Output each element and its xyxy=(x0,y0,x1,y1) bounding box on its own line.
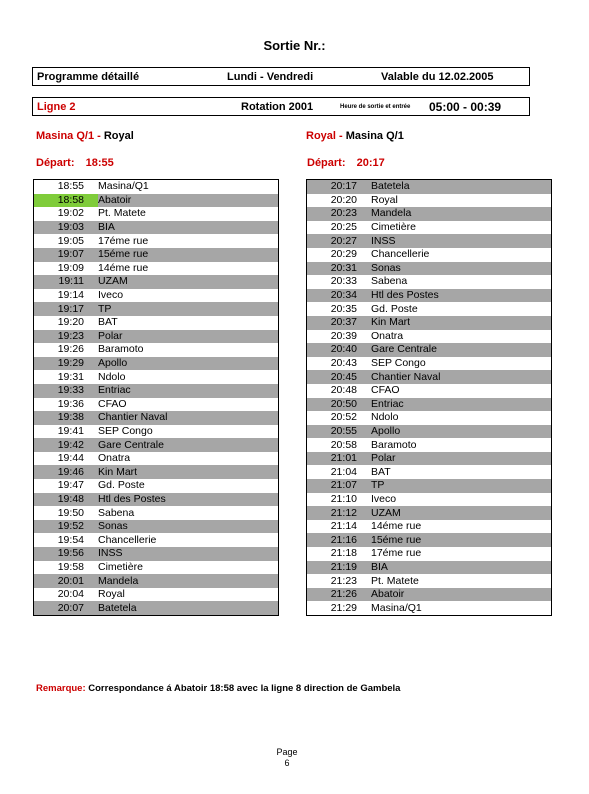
stop-time: 20:52 xyxy=(307,411,372,425)
stop-name: BIA xyxy=(98,221,279,235)
table-row xyxy=(307,493,552,507)
page-number: 6 xyxy=(284,758,290,768)
stop-name: Baramoto xyxy=(98,343,279,357)
stop-name: SEP Congo xyxy=(98,425,279,439)
stop-name: Sonas xyxy=(98,520,279,534)
table-row xyxy=(307,506,552,520)
stop-time: 20:23 xyxy=(307,207,372,221)
stop-name: 14éme rue xyxy=(98,262,279,276)
right-depart-time: 20:17 xyxy=(356,157,385,169)
valid-label: Valable du 12.02.2005 xyxy=(381,71,494,83)
table-row xyxy=(307,398,552,412)
stop-time: 20:43 xyxy=(307,357,372,371)
stop-name: Apollo xyxy=(98,357,279,371)
stop-name: Kin Mart xyxy=(371,316,552,330)
right-depart xyxy=(307,157,385,169)
stop-name: Chancellerie xyxy=(98,533,279,547)
stop-name: Mandela xyxy=(98,574,279,588)
table-row xyxy=(34,262,279,276)
timetable-return xyxy=(306,179,552,616)
stop-time: 21:23 xyxy=(307,574,372,588)
stop-time: 19:42 xyxy=(34,438,99,452)
table-row xyxy=(34,180,279,194)
stop-name: Iveco xyxy=(98,289,279,303)
table-row xyxy=(307,465,552,479)
stop-name: Onatra xyxy=(371,330,552,344)
stop-time: 19:29 xyxy=(34,357,99,371)
stop-name: Onatra xyxy=(98,452,279,466)
stop-time: 19:56 xyxy=(34,547,99,561)
stop-name: Batetela xyxy=(98,601,279,615)
stop-time: 19:26 xyxy=(34,343,99,357)
page-label: Page xyxy=(276,747,298,757)
stop-time: 20:40 xyxy=(307,343,372,357)
stop-time: 19:03 xyxy=(34,221,99,235)
left-depart-label: Départ: xyxy=(36,157,75,169)
table-row xyxy=(34,425,279,439)
stop-time: 19:41 xyxy=(34,425,99,439)
stop-name: INSS xyxy=(371,234,552,248)
stop-name: 15éme rue xyxy=(98,248,279,262)
table-row xyxy=(34,316,279,330)
stop-time: 19:47 xyxy=(34,479,99,493)
table-row xyxy=(307,316,552,330)
stop-name: Pt. Matete xyxy=(98,207,279,221)
table-row xyxy=(307,547,552,561)
stop-name: Abatoir xyxy=(371,588,552,602)
stop-time: 20:39 xyxy=(307,330,372,344)
stop-name: Chantier Naval xyxy=(371,370,552,384)
stop-name: 17éme rue xyxy=(371,547,552,561)
stop-time: 20:35 xyxy=(307,302,372,316)
rotation-label: Rotation 2001 xyxy=(241,101,314,113)
table-row xyxy=(307,370,552,384)
stop-name: Entriac xyxy=(371,398,552,412)
table-row xyxy=(34,452,279,466)
stop-time: 21:04 xyxy=(307,465,372,479)
stop-time: 19:54 xyxy=(34,533,99,547)
table-row xyxy=(307,180,552,194)
table-row xyxy=(307,520,552,534)
stop-name: Royal xyxy=(371,194,552,208)
table-row xyxy=(34,479,279,493)
stop-name: Mandela xyxy=(371,207,552,221)
stop-time: 18:55 xyxy=(34,180,99,194)
stop-time: 21:19 xyxy=(307,561,372,575)
right-depart-label: Départ: xyxy=(307,157,346,169)
stop-time: 19:58 xyxy=(34,561,99,575)
stop-name: Chancellerie xyxy=(371,248,552,262)
table-row xyxy=(307,343,552,357)
stop-time: 20:01 xyxy=(34,574,99,588)
timetable-outbound xyxy=(33,179,279,616)
table-row xyxy=(307,411,552,425)
table-row xyxy=(34,588,279,602)
stop-time: 19:17 xyxy=(34,302,99,316)
stop-name: Iveco xyxy=(371,493,552,507)
hours-caption: Heure de sortie et entrée xyxy=(340,104,411,110)
stop-time: 21:01 xyxy=(307,452,372,466)
stop-time: 21:10 xyxy=(307,493,372,507)
table-row xyxy=(34,302,279,316)
stop-time: 20:25 xyxy=(307,221,372,235)
stop-name: Polar xyxy=(371,452,552,466)
stop-time: 19:09 xyxy=(34,262,99,276)
stop-name: Chantier Naval xyxy=(98,411,279,425)
stop-name: BIA xyxy=(371,561,552,575)
right-direction xyxy=(306,130,404,142)
stop-time: 19:05 xyxy=(34,234,99,248)
table-row xyxy=(34,330,279,344)
table-row xyxy=(34,398,279,412)
table-row xyxy=(34,520,279,534)
left-to: Royal xyxy=(103,130,134,142)
table-row xyxy=(307,289,552,303)
left-sep: - xyxy=(94,130,104,142)
table-row xyxy=(34,357,279,371)
stop-name: Gare Centrale xyxy=(98,438,279,452)
page-title: Sortie Nr.: xyxy=(263,38,326,53)
stop-time: 20:48 xyxy=(307,384,372,398)
stop-name: UZAM xyxy=(371,506,552,520)
table-row xyxy=(34,248,279,262)
stop-name: INSS xyxy=(98,547,279,561)
stop-name: Polar xyxy=(98,330,279,344)
left-depart xyxy=(36,157,114,169)
table-row xyxy=(34,601,279,615)
stop-time: 20:07 xyxy=(34,601,99,615)
stop-time: 20:50 xyxy=(307,398,372,412)
stop-time: 19:52 xyxy=(34,520,99,534)
table-row xyxy=(34,194,279,208)
table-row xyxy=(307,234,552,248)
table-row xyxy=(307,452,552,466)
stop-name: Abatoir xyxy=(98,194,279,208)
table-row xyxy=(307,425,552,439)
stop-time: 20:17 xyxy=(307,180,372,194)
stop-time: 20:29 xyxy=(307,248,372,262)
stop-name: Htl des Postes xyxy=(98,493,279,507)
table-row xyxy=(34,561,279,575)
stop-time: 21:07 xyxy=(307,479,372,493)
stop-name: TP xyxy=(371,479,552,493)
stop-time: 19:11 xyxy=(34,275,99,289)
stop-name: BAT xyxy=(371,465,552,479)
left-direction xyxy=(36,130,134,142)
line-label: Ligne 2 xyxy=(37,101,76,113)
stop-time: 19:48 xyxy=(34,493,99,507)
table-row xyxy=(307,574,552,588)
stop-name: Htl des Postes xyxy=(371,289,552,303)
table-row xyxy=(307,438,552,452)
stop-name: Baramoto xyxy=(371,438,552,452)
hours-value: 05:00 - 00:39 xyxy=(429,100,502,114)
stop-time: 21:26 xyxy=(307,588,372,602)
stop-time: 21:14 xyxy=(307,520,372,534)
stop-name: Ndolo xyxy=(371,411,552,425)
line-row xyxy=(32,97,530,116)
left-from: Masina Q/1 xyxy=(36,130,95,142)
table-row xyxy=(307,248,552,262)
stop-name: Masina/Q1 xyxy=(371,601,552,615)
stop-time: 19:02 xyxy=(34,207,99,221)
stop-name: 14éme rue xyxy=(371,520,552,534)
stop-name: Ndolo xyxy=(98,370,279,384)
table-row xyxy=(307,533,552,547)
table-row xyxy=(34,533,279,547)
stop-time: 19:36 xyxy=(34,398,99,412)
stop-name: Sabena xyxy=(371,275,552,289)
stop-name: Pt. Matete xyxy=(371,574,552,588)
stop-time: 21:18 xyxy=(307,547,372,561)
days-label: Lundi - Vendredi xyxy=(227,71,314,83)
stop-name: SEP Congo xyxy=(371,357,552,371)
stop-time: 19:33 xyxy=(34,384,99,398)
table-row xyxy=(34,370,279,384)
table-row xyxy=(34,343,279,357)
right-from: Royal xyxy=(306,130,336,142)
stop-time: 18:58 xyxy=(34,194,99,208)
stop-name: CFAO xyxy=(98,398,279,412)
table-row xyxy=(307,561,552,575)
stop-name: Masina/Q1 xyxy=(98,180,279,194)
stop-time: 20:45 xyxy=(307,370,372,384)
table-row xyxy=(34,411,279,425)
stop-name: CFAO xyxy=(371,384,552,398)
table-row xyxy=(307,194,552,208)
table-row xyxy=(307,588,552,602)
table-row xyxy=(34,207,279,221)
stop-time: 20:27 xyxy=(307,234,372,248)
table-row xyxy=(307,601,552,615)
stop-time: 20:31 xyxy=(307,262,372,276)
table-row xyxy=(34,221,279,235)
program-label: Programme détaillé xyxy=(37,71,140,83)
stop-time: 19:46 xyxy=(34,465,99,479)
stop-name: UZAM xyxy=(98,275,279,289)
stop-name: TP xyxy=(98,302,279,316)
table-row xyxy=(307,357,552,371)
table-row xyxy=(34,493,279,507)
stop-time: 19:31 xyxy=(34,370,99,384)
stop-time: 19:38 xyxy=(34,411,99,425)
table-row xyxy=(307,330,552,344)
stop-time: 20:20 xyxy=(307,194,372,208)
stop-name: Batetela xyxy=(371,180,552,194)
stop-time: 19:44 xyxy=(34,452,99,466)
stop-time: 20:33 xyxy=(307,275,372,289)
table-row xyxy=(307,262,552,276)
stop-time: 20:37 xyxy=(307,316,372,330)
stop-name: Cimetière xyxy=(371,221,552,235)
stop-time: 19:20 xyxy=(34,316,99,330)
table-row xyxy=(34,506,279,520)
stop-name: Cimetière xyxy=(98,561,279,575)
left-depart-time: 18:55 xyxy=(85,157,114,169)
table-row xyxy=(307,302,552,316)
stop-time: 19:07 xyxy=(34,248,99,262)
right-sep: - xyxy=(335,130,346,142)
stop-name: Gd. Poste xyxy=(98,479,279,493)
remark xyxy=(36,683,400,694)
stop-time: 19:23 xyxy=(34,330,99,344)
stop-name: 15éme rue xyxy=(371,533,552,547)
table-row xyxy=(34,384,279,398)
remark-text: Correspondance á Abatoir 18:58 avec la ligne 8 direction de Gambela xyxy=(88,683,401,694)
stop-name: 17éme rue xyxy=(98,234,279,248)
table-row xyxy=(307,275,552,289)
table-row xyxy=(34,547,279,561)
stop-name: Entriac xyxy=(98,384,279,398)
table-row xyxy=(307,221,552,235)
remark-label: Remarque: xyxy=(36,683,86,694)
table-row xyxy=(34,234,279,248)
table-row xyxy=(34,438,279,452)
right-to: Masina Q/1 xyxy=(345,130,404,142)
stop-time: 19:50 xyxy=(34,506,99,520)
table-row xyxy=(307,479,552,493)
stop-time: 19:14 xyxy=(34,289,99,303)
info-row xyxy=(32,67,530,86)
table-row xyxy=(307,384,552,398)
stop-name: Royal xyxy=(98,588,279,602)
page-footer xyxy=(0,747,574,769)
table-row xyxy=(34,465,279,479)
stop-name: Sonas xyxy=(371,262,552,276)
stop-name: Kin Mart xyxy=(98,465,279,479)
stop-time: 21:16 xyxy=(307,533,372,547)
stop-name: Gare Centrale xyxy=(371,343,552,357)
stop-time: 20:55 xyxy=(307,425,372,439)
stop-name: Apollo xyxy=(371,425,552,439)
stop-time: 21:12 xyxy=(307,506,372,520)
stop-time: 20:58 xyxy=(307,438,372,452)
table-row xyxy=(34,275,279,289)
stop-time: 20:34 xyxy=(307,289,372,303)
table-row xyxy=(34,574,279,588)
table-row xyxy=(307,207,552,221)
stop-time: 20:04 xyxy=(34,588,99,602)
stop-name: Sabena xyxy=(98,506,279,520)
stop-name: Gd. Poste xyxy=(371,302,552,316)
stop-name: BAT xyxy=(98,316,279,330)
stop-time: 21:29 xyxy=(307,601,372,615)
table-row xyxy=(34,289,279,303)
